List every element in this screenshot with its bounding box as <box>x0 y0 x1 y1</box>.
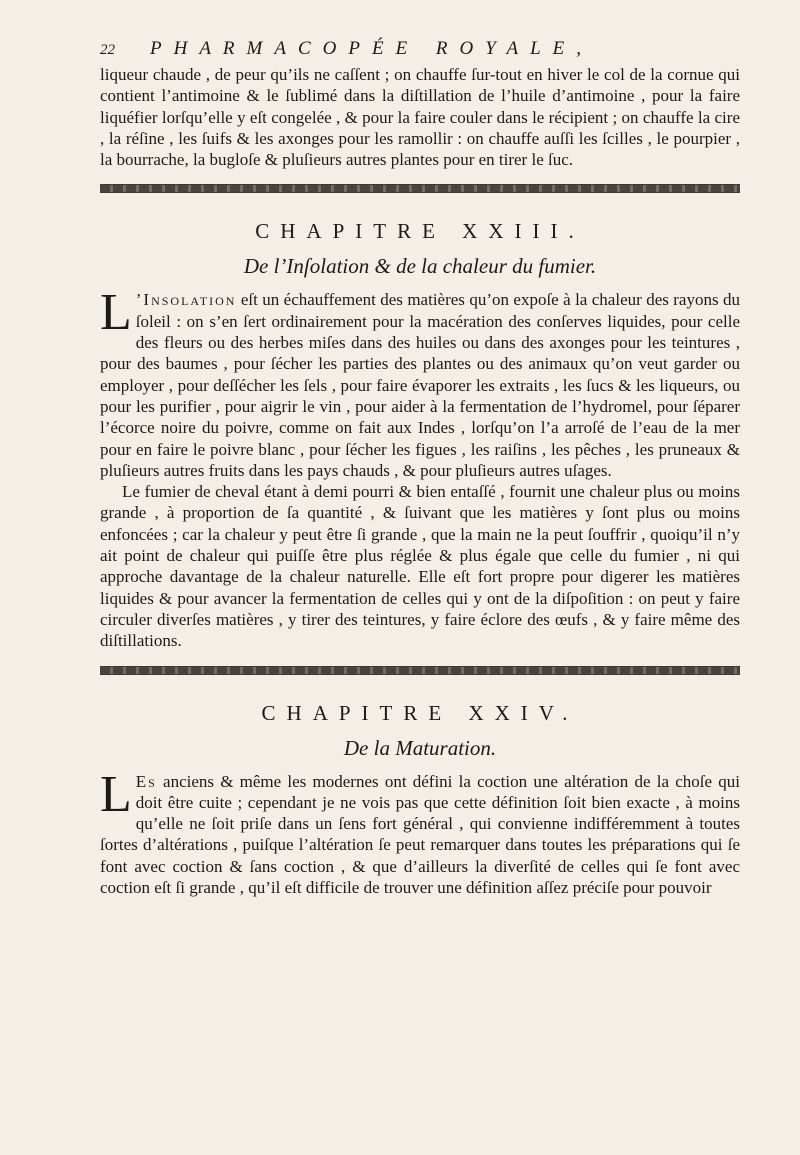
chapter-paragraph <box>100 284 740 481</box>
paragraph-text-2: anciens & même les modernes ont défini la coction une altération de la choſe qui doit être cuite ; cependant je ne vois pas que cette définition ſoit bien exacte , à moins qu’elle ne ſoit priſe dans un ſens fort général , qui convienne indifféremment à toutes ſortes d’altérations , puiſque l’altération ſe peut remarquer dans toutes les préparations qui ſe font avec coction & ſans coction , & que d’ailleurs la diverſité de celles qui ſe font avec coction eſt ſi grande , qu’il eſt difficile de trouver une définition aſſez préciſe pour pouvoir <box>100 771 740 898</box>
intro-paragraph: liqueur chaude , de peur qu’ils ne caſſent ; on chauffe ſur-tout en hiver le col de la cornue qui contient l’antimoine & le ſublimé dans la diſtillation de l’huile d’antimoine , pour la faire liquéfier lorſqu’elle y eſt congelée , & pour la faire couler dans le récipient ; on chauffe la cire , la réſine , les ſuifs & les axonges pour les ramollir : on chauffe auſſi les ſcilles , le pourpier , la bourrache, la bugloſe & pluſieurs autres plantes pour en tirer le ſuc. <box>100 65 740 170</box>
chapter-title-2: De la Maturation. <box>343 735 497 760</box>
running-title: PHARMACOPÉE ROYALE, <box>150 38 594 59</box>
paragraph-text: eſt un échauffement des matières qu’on expoſe à la chaleur des rayons du ſoleil : on s’en ſert ordinairement pour la macération des conſerves liquides, pour celle des fleurs ou des herbes miſes dans des huiles ou dans des axonges pour les teintures , pour des baumes , pour ſécher les parties des plantes ou des animaux qu’on veut garder ou employer , pour deſſécher les ſels , pour faire évaporer les extraits , les ſucs & les liqueurs, ou pour les purifier , pour aigrir le vin , pour aider à la fermentation de l’hydromel, pour ſéparer l’écorce noire du poivre, comme on fait aux Indes , lorſqu’on l’a arroſé de l’eau de la mer pour en faire le poivre blanc , pour ſécher les figues , les raiſins , les pêches , les pruneaux & pluſieurs autres fruits dans les pays chauds , & pour pluſieurs autres uſages. <box>100 290 740 480</box>
drop-cap: L <box>100 284 132 342</box>
chapter-title: De l’Inſolation & de la chaleur du fumier. <box>243 254 597 279</box>
lead-word: ’Insolation <box>135 290 237 310</box>
chapter-paragraph-2: Le fumier de cheval étant à demi pourri & bien entaſſé , fournit une chaleur plus ou moins grande , à proportion de ſa quantité , & ſuivant que les matières y ſont plus ou moins enfoncées ; car la chaleur y peut être ſi grande , que la main ne la peut ſouffrir , quoiqu’il n’y ait point de chaleur qui puiſſe être plus réglée & plus égale que celle du fumier , ni qui approche davantage de la chaleur naturelle. Elle eſt fort propre pour digerer les matières liquides & pour avancer la fermentation de celles qui y ont de la diſpoſition : on peut y faire circuler diverſes matières , y tirer des teintures, y faire éclore des œufs , & y faire même des diſtillations. <box>100 482 740 651</box>
page-number: 22 <box>100 42 115 58</box>
ornamental-rule-2 <box>100 666 740 675</box>
ornamental-rule <box>100 184 740 193</box>
chapter-heading: CHAPITRE XXIII. <box>255 219 585 244</box>
chapter-paragraph-3 <box>100 765 740 899</box>
drop-cap-2: L <box>100 765 132 823</box>
page-header <box>100 38 740 60</box>
chapter-heading-2: CHAPITRE XXIV. <box>261 700 579 725</box>
lead-word-2: Es <box>135 771 157 791</box>
